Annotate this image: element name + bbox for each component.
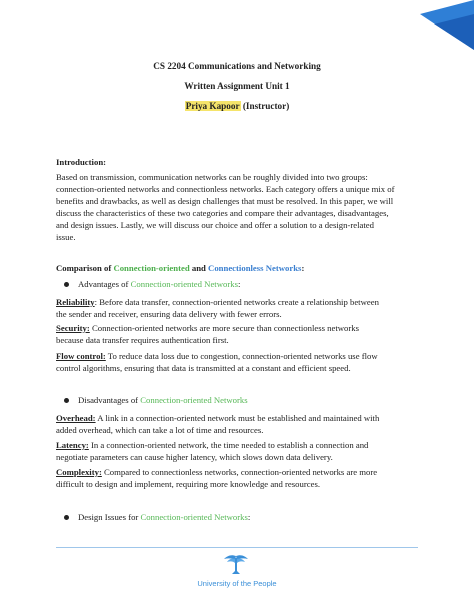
bullet-icon	[64, 282, 69, 287]
advantage-text: To reduce data loss due to congestion, connection-oriented networks use flow	[105, 351, 378, 361]
footer-university-name: University of the People	[197, 579, 277, 588]
footer-divider	[56, 547, 418, 548]
intro-line: benefits and drawbacks, as well as design challenges that must be resolved. In this paper, we will	[56, 196, 394, 206]
bullet-icon	[64, 398, 69, 403]
term-flow-control: Flow control:	[56, 351, 106, 361]
term-overhead: Overhead:	[56, 413, 96, 423]
advantage-text: because data transfer requires authentication first.	[56, 335, 229, 345]
comparison-and: and	[189, 263, 209, 273]
comparison-cl-link[interactable]: Connectionless Networks	[208, 263, 302, 273]
intro-line: connection-oriented networks and connectionless networks. Each category offers a unique mix of	[56, 184, 395, 194]
intro-heading: Introduction:	[56, 157, 107, 167]
bullet-prefix: Design Issues for	[78, 512, 141, 522]
comparison-co-link[interactable]: Connection-oriented	[113, 263, 190, 273]
disadvantage-overhead	[56, 412, 414, 436]
term-complexity: Complexity:	[56, 467, 102, 477]
intro-paragraph	[56, 171, 414, 243]
title-block	[0, 56, 474, 116]
disadvantage-text: Compared to connectionless networks, connection-oriented networks are more	[101, 467, 378, 477]
term-reliability: Reliability	[56, 297, 95, 307]
author-name: Priya Kapoor	[185, 101, 240, 111]
disadvantage-text: added overhead, which can take a lot of time and resources.	[56, 425, 264, 435]
advantage-reliability	[56, 296, 414, 320]
disadvantage-text: In a connection-oriented network, the time needed to establish a connection and	[88, 440, 369, 450]
advantage-security	[56, 322, 414, 346]
author-role: (Instructor)	[240, 101, 290, 111]
advantage-text: Connection-oriented networks are more secure than connectionless networks	[89, 323, 360, 333]
disadvantage-text: A link in a connection-oriented network must be established and maintained with	[95, 413, 380, 423]
bullet-suffix: :	[237, 279, 241, 289]
bullet-suffix: :	[247, 512, 251, 522]
design-issues-bullet	[64, 511, 250, 523]
intro-line: and design issues. Lastly, we will discuss our choice and offer a solution to a design-related	[56, 220, 374, 230]
disadvantage-complexity	[56, 466, 414, 490]
author-line	[0, 96, 474, 116]
bullet-link[interactable]: Connection-oriented Networks	[130, 279, 238, 289]
disadvantage-latency	[56, 439, 414, 463]
assignment-title: Written Assignment Unit 1	[184, 81, 290, 91]
bullet-icon	[64, 515, 69, 520]
advantage-flow-control	[56, 350, 414, 374]
bullet-prefix: Disadvantages of	[78, 395, 141, 405]
bullet-link[interactable]: Connection-oriented Networks	[140, 395, 248, 405]
advantage-text: control algorithms, ensuring that data is transmitted at a constant and efficient speed.	[56, 363, 351, 373]
comparison-heading	[56, 262, 414, 274]
comparison-suffix: :	[301, 263, 305, 273]
bullet-prefix: Advantages of	[78, 279, 131, 289]
intro-line: Based on transmission, communication networks can be roughly divided into two groups:	[56, 172, 368, 182]
intro-line: issue.	[56, 232, 76, 242]
disadvantage-text: negotiate parameters can cause higher latency, which slows down data delivery.	[56, 452, 333, 462]
comparison-prefix: Comparison of	[56, 263, 114, 273]
corner-decoration	[414, 0, 474, 50]
term-colon: :	[94, 297, 98, 307]
disadvantage-text: difficult to design and implement, requiring more knowledge and resources.	[56, 479, 321, 489]
advantage-text: the sender and receiver, ensuring data delivery with fewer errors.	[56, 309, 282, 319]
term-security: Security:	[56, 323, 90, 333]
tree-logo-icon	[222, 553, 250, 575]
intro-line: discuss the characteristics of these two categories and compare their advantages, disadvantages,	[56, 208, 389, 218]
advantage-text: Before data transfer, connection-oriented networks create a relationship between	[97, 297, 379, 307]
advantages-bullet	[64, 278, 240, 290]
disadvantages-bullet	[64, 394, 248, 406]
bullet-link[interactable]: Connection-oriented Networks	[140, 512, 248, 522]
course-title: CS 2204 Communications and Networking	[153, 61, 321, 71]
term-latency: Latency:	[56, 440, 89, 450]
